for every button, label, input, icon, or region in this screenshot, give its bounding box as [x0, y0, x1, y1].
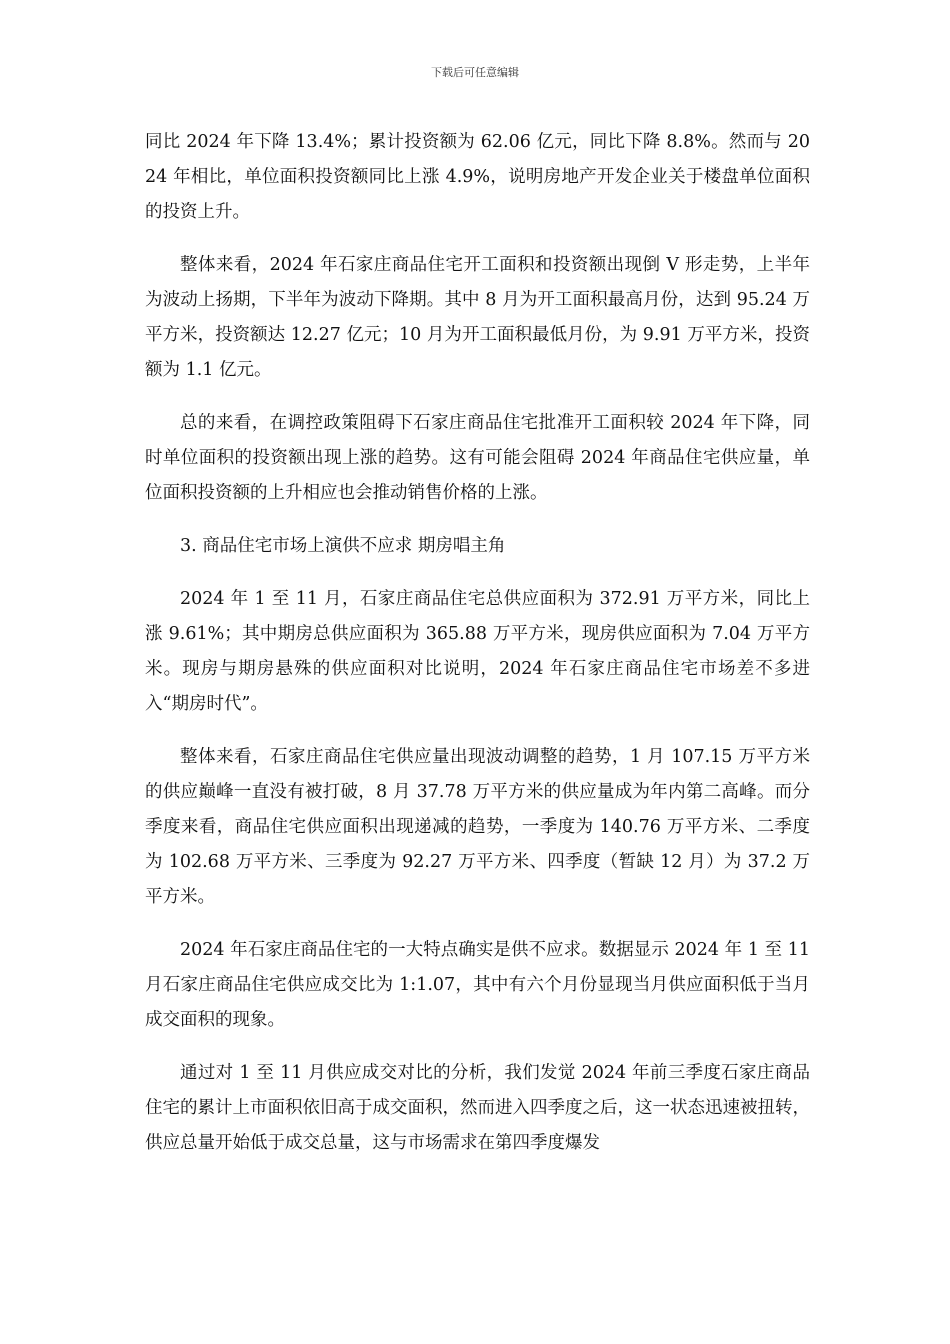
paragraph-3: 总的来看，在调控政策阻碍下石家庄商品住宅批准开工面积较 2024 年下降，同时单位面积的投资额出现上涨的趋势。这有可能会阻碍 2024 年商品住宅供应量，单位面积投资额的上升相应也会推动销售价格的上涨。	[145, 413, 810, 503]
paragraph-5: 整体来看，石家庄商品住宅供应量出现波动调整的趋势，1 月 107.15 万平方米的供应巅峰一直没有被打破，8 月 37.78 万平方米的供应量成为年内第二高峰。而分季度来看，商品住宅供应面积出现递减的趋势，一季度为 140.76 万平方米、二季度为 102.68 万平方米、三季度为 92.27 万平方米、四季度（暂缺 12 月）为 37.2 万平方米。	[145, 747, 810, 907]
paragraph-6: 2024 年石家庄商品住宅的一大特点确实是供不应求。数据显示 2024 年 1 至 11 月石家庄商品住宅供应成交比为 1:1.07，其中有六个月份显现当月供应面积低于当月成交面积的现象。	[145, 940, 810, 1030]
paragraph-4: 2024 年 1 至 11 月，石家庄商品住宅总供应面积为 372.91 万平方米，同比上涨 9.61%；其中期房总供应面积为 365.88 万平方米，现房供应面积为 7.04 万平方米。现房与期房悬殊的供应面积对比说明，2024 年石家庄商品住宅市场差不多进入“期房时代”。	[145, 589, 810, 714]
page-header: 下载后可任意编辑	[431, 66, 519, 79]
paragraph-2: 整体来看，2024 年石家庄商品住宅开工面积和投资额出现倒 V 形走势，上半年为波动上扬期，下半年为波动下降期。其中 8 月为开工面积最高月份，达到 95.24 万平方米，投资额达 12.27 亿元；10 月为开工面积最低月份，为 9.91 万平方米，投资额为 1.1 亿元。	[145, 255, 810, 380]
paragraph-7: 通过对 1 至 11 月供应成交对比的分析，我们发觉 2024 年前三季度石家庄商品住宅的累计上市面积依旧高于成交面积，然而进入四季度之后，这一状态迅速被扭转，供应总量开始低于成交总量，这与市场需求在第四季度爆发	[145, 1063, 810, 1153]
section-heading: 3. 商品住宅市场上演供不应求 期房唱主角	[180, 536, 506, 556]
document-body	[145, 125, 810, 1179]
paragraph-1: 同比 2024 年下降 13.4%；累计投资额为 62.06 亿元，同比下降 8.8%。然而与 2024 年相比，单位面积投资额同比上涨 4.9%，说明房地产开发企业关于楼盘单位面积的投资上升。	[145, 132, 810, 222]
